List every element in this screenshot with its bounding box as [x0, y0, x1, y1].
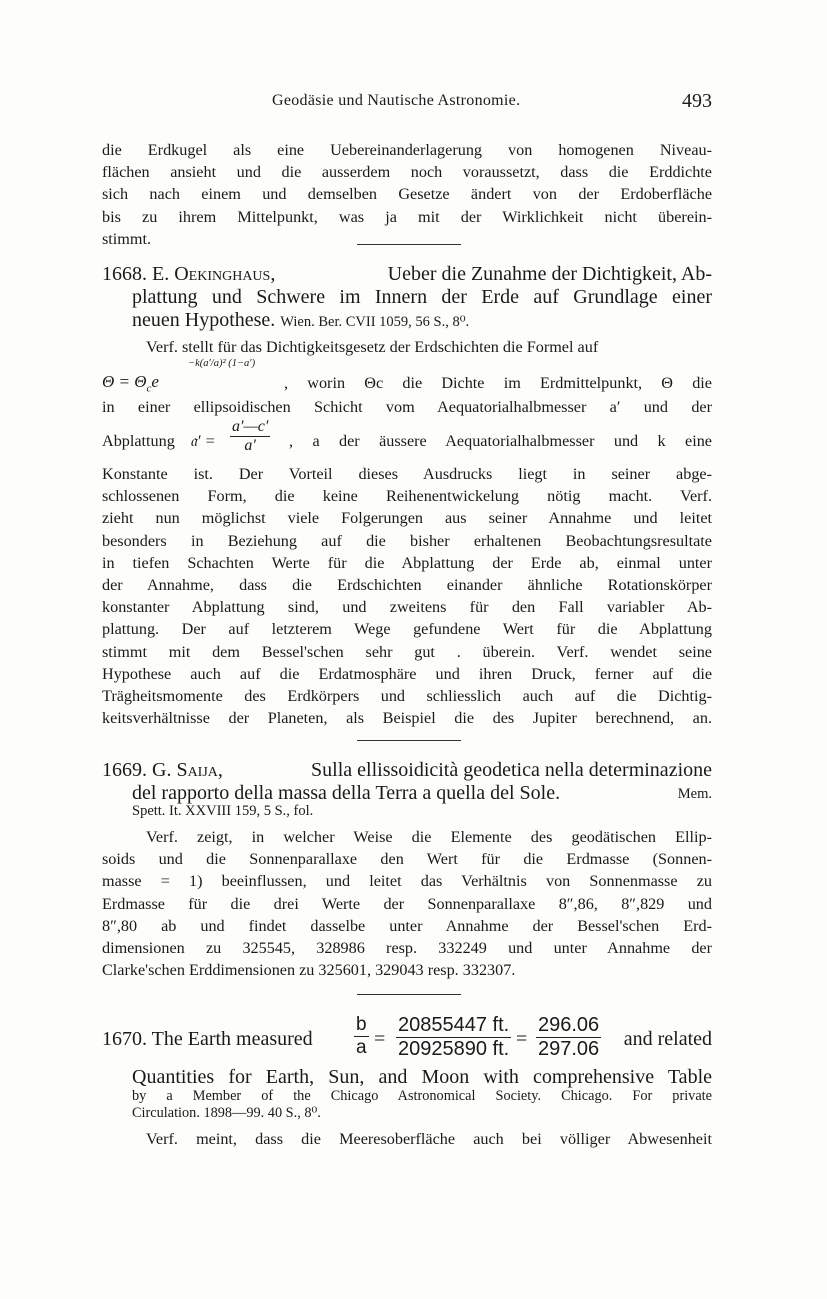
formula-intro: Verf. stellt für das Dichtigkeitsgesetz der Erdschichten die Formel auf — [146, 338, 599, 356]
title-line: Ueber die Zunahme der Dichtigkeit, Ab- — [387, 263, 712, 285]
entry-source: Spett. It. XXVIII 159, 5 S., fol. — [132, 803, 314, 819]
text-line: die Erdkugel als eine Uebereinanderlagerung von homogenen Niveau- — [102, 141, 712, 159]
entry-source: Wien. Ber. CVII 1059, 56 S., 8⁰. — [280, 314, 470, 330]
ellipsoid-line: in einer ellipsoidischen Schicht vom Aequatorialhalbmesser a′ und der — [102, 398, 712, 416]
text-line: stimmt. — [102, 229, 152, 248]
ratio-fraction: $\frac{296.06}{297.06}$ — [538, 1014, 600, 1060]
formula-exponent: −k(a′/a)² (1−a′) — [188, 358, 256, 369]
entry-number: 1670. — [102, 1028, 147, 1050]
text-line: der Annahme, dass die Erdschichten einander ähnliche Rotationskörper — [102, 576, 712, 595]
entry-source: Mem. — [677, 786, 712, 802]
text-line: Konstante ist. Der Vorteil dieses Ausdrucks liegt in seiner abge- — [102, 465, 712, 483]
entry-1669-body — [102, 826, 712, 981]
title-line: plattung und Schwere im Innern der Erde auf Grundlage einer — [132, 286, 712, 308]
title-line: neuen Hypothese. — [132, 309, 276, 331]
entry-1670-title-line: 1670. The Earth measured $\frac{b}{a}$ = $\frac{20855447 ft.}{20925890 ft.}$ = $\frac{296.06}{297.06}$ and related — [102, 1014, 712, 1060]
text-line: Erdmasse für die drei Werte der Sonnenparallaxe 8″,86, 8″,829 und — [102, 894, 712, 913]
text-line: bis zu ihrem Mittelpunkt, was ja mit der Wirklichkeit nicht überein- — [102, 207, 712, 226]
section-divider — [357, 244, 461, 245]
text-line: plattung. Der auf letzterem Wege gefundene Wert für die Abplattung — [102, 620, 712, 639]
section-divider — [357, 994, 461, 995]
entry-source: by a Member of the Chicago Astronomical Society. Chicago. For private Circulation. 1898—99. 40 S., 8⁰. — [132, 1088, 712, 1121]
text-line: flächen ansieht und die ausserdem noch voraussetzt, dass die Erddichte — [102, 163, 712, 182]
entry-number: 1668. — [102, 263, 147, 285]
entry-1668-body — [102, 463, 712, 729]
text-line: zieht nun möglichst viele Folgerungen aus seiner Annahme und leitet — [102, 509, 712, 528]
entry-number: 1669. — [102, 759, 147, 781]
text-line: soids und die Sonnenparallaxe den Wert für die Erdmasse (Sonnen- — [102, 850, 712, 869]
abplattung-fraction: $\frac{a'—c'}{a'}$ — [232, 418, 269, 454]
text-line: Hypothese auch auf die Erdatmosphäre und ihren Druck, ferner auf die — [102, 664, 712, 683]
title-line: del rapporto della massa della Terra a quella del Sole. — [132, 782, 561, 804]
text-line: masse = 1) beeinflussen, und leitet das Verhältnis von Sonnenmasse zu — [102, 872, 712, 891]
entry-author: G. Saija, — [152, 759, 223, 781]
text-line: in tiefen Schachten Werte für die Abplattung der Erde ab, einmal unter — [102, 553, 712, 572]
title-line: Sulla ellissoidicità geodetica nella determinazione — [311, 759, 712, 781]
text-line: sich nach einem und demselben Gesetze ändert von der Erdoberfläche — [102, 185, 712, 204]
page-number: 493 — [682, 90, 712, 112]
text-line: Verf. zeigt, in welcher Weise die Elemente des geodätischen Ellip- — [146, 828, 712, 846]
text-line: schlossenen Form, die keine Reihenentwickelung nötig macht. Verf. — [102, 487, 712, 506]
ratio-fraction: $\frac{b}{a}$ — [356, 1014, 367, 1058]
text-line: besonders in Beziehung auf die bisher erhaltenen Beobachtungsresultate — [102, 531, 712, 550]
page-header — [102, 92, 712, 116]
density-formula: $\Theta = \Theta_ce$ −k(a′/a)² (1−a′) , worin Θc die Dichte im Erdmittelpunkt, Θ die — [102, 358, 712, 395]
entry-1669-title — [102, 759, 712, 805]
entry-1668-title — [102, 263, 712, 332]
text-line: 8″,80 ab und findet dasselbe unter Annahme der Bessel'schen Erd- — [102, 916, 712, 935]
text-line: konstanter Abplattung sind, und zweitens für den Fall variabler Ab- — [102, 598, 712, 617]
running-title: Geodäsie und Nautische Astronomie. — [272, 92, 521, 109]
formula-explanation: , worin Θc die Dichte im Erdmittelpunkt, Θ die — [284, 374, 712, 392]
entry-1670-body — [102, 1128, 712, 1150]
text-line: Clarke'schen Erddimensionen zu 325601, 329043 resp. 332307. — [102, 961, 516, 980]
text-line: Verf. meint, dass die Meeresoberfläche auch bei völliger Abwesenheit — [146, 1130, 712, 1148]
intro-paragraph — [102, 139, 712, 250]
text-line: dimensionen zu 325545, 328986 resp. 332249 und unter Annahme der — [102, 939, 712, 958]
ratio-fraction: $\frac{20855447 ft.}{20925890 ft.}$ — [398, 1014, 510, 1060]
text-line: stimmt mit dem Bessel'schen sehr gut . überein. Verf. wendet seine — [102, 642, 712, 661]
abplattung-line: Abplattung 𝔞′ = $\frac{a'—c'}{a'}$ , a der äussere Aequatorialhalbmesser und k eine — [102, 418, 712, 454]
text-line: keitsverhältnisse der Planeten, als Beispiel die des Jupiter berechnend, an. — [102, 709, 712, 728]
section-divider — [357, 740, 461, 741]
text-line: Trägheitsmomente des Erdkörpers und schliesslich auch auf die Dichtig- — [102, 687, 712, 706]
title-line: Quantities for Earth, Sun, and Moon with comprehensive Table — [132, 1066, 712, 1088]
entry-author: E. Oekinghaus, — [152, 263, 276, 285]
